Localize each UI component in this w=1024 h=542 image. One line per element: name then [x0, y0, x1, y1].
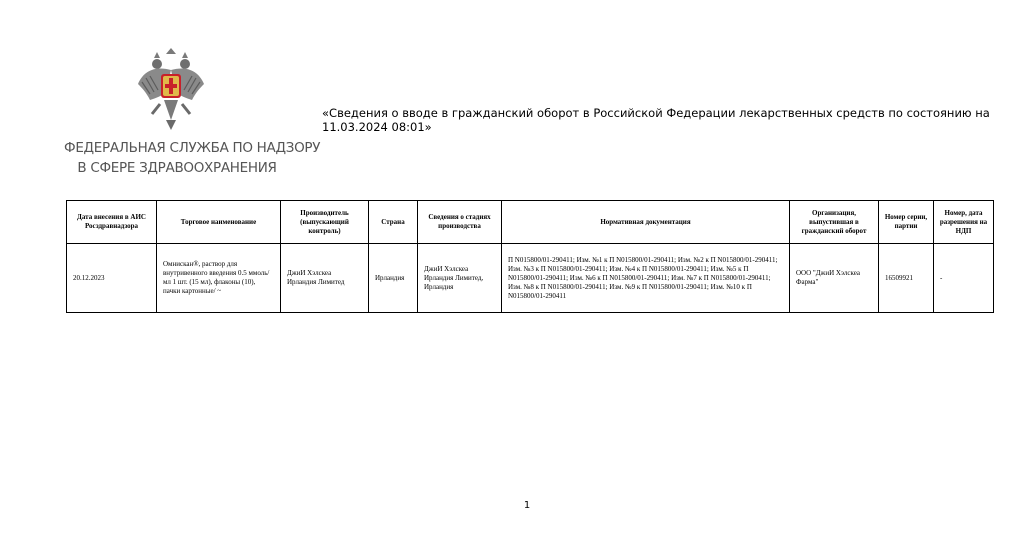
cell-normative: П N015800/01-290411; Изм. №1 к П N015800/01-290411; Изм. №2 к П N015800/01-290411; Изм. №3 к П N015800/01-290411; Изм. №4 к П N015800/01-290411; Изм. №5 к П N015800/01-290411; Изм. №6 к П N015800/01-290411; Изм. №7 к П N015800/01-290411; Изм. №8 к П N015800/01-290411; Изм. №9 к П N015800/01-290411; Изм. №10 к П N015800/01-290411: [502, 244, 790, 313]
col-header-date: Дата внесения в АИС Росздравнадзора: [67, 201, 157, 244]
agency-name-line-2: В СФЕРЕ ЗДРАВООХРАНЕНИЯ: [77, 160, 277, 176]
cell-date: 20.12.2023: [67, 244, 157, 313]
cell-organization: ООО "ДжиИ Хэлскеа Фарма": [790, 244, 879, 313]
document-title: «Сведения о вводе в гражданский оборот в Российской Федерации лекарственных средств по состоянию на 11.03.2024 08:01»: [322, 106, 990, 134]
double-headed-eagle-emblem: [136, 48, 206, 132]
cell-stages: ДжиИ Хэлскеа Ирландия Лимитед, Ирландия: [418, 244, 502, 313]
agency-name: [64, 138, 321, 178]
col-header-normative: Нормативная документация: [502, 201, 790, 244]
table-row: [67, 244, 994, 313]
col-header-stages: Сведения о стадиях производства: [418, 201, 502, 244]
agency-name-line-1: ФЕДЕРАЛЬНАЯ СЛУЖБА ПО НАДЗОРУ: [64, 140, 321, 156]
registry-table: [66, 200, 994, 313]
col-header-country: Страна: [369, 201, 418, 244]
cell-permit: -: [934, 244, 994, 313]
cell-country: Ирландия: [369, 244, 418, 313]
col-header-permit: Номер, дата разрешения на НДП: [934, 201, 994, 244]
cell-manufacturer: ДжиИ Хэлскеа Ирландия Лимитед: [281, 244, 369, 313]
col-header-batch: Номер серии, партии: [879, 201, 934, 244]
cell-batch: 16509921: [879, 244, 934, 313]
page-number: 1: [523, 500, 531, 511]
cell-trade-name: Омнискан®, раствор для внутривенного введения 0.5 ммоль/мл 1 шт. (15 мл), флаконы (10), пачки картонные/ ~: [157, 244, 281, 313]
col-header-manufacturer: Производитель (выпускающий контроль): [281, 201, 369, 244]
col-header-organization: Организация, выпустившая в гражданский оборот: [790, 201, 879, 244]
col-header-trade-name: Торговое наименование: [157, 201, 281, 244]
table-header-row: [67, 201, 994, 244]
